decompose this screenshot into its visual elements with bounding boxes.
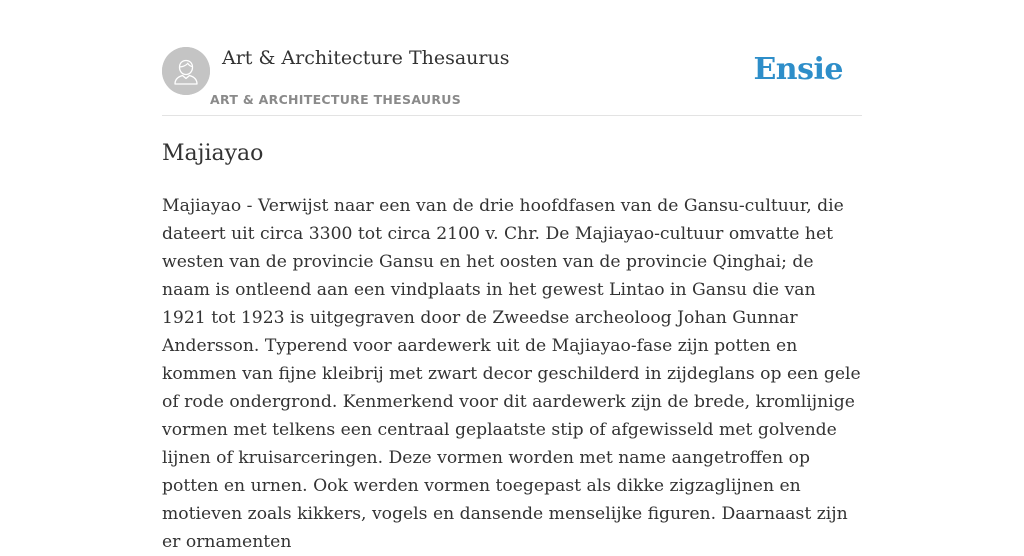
ensie-logo[interactable]: Ensie [753, 52, 843, 87]
content-container [162, 0, 862, 552]
source-header [162, 0, 862, 116]
entry-title: Majiayao [162, 141, 264, 166]
source-subtitle[interactable]: ART & ARCHITECTURE THESAURUS [210, 92, 462, 107]
source-title[interactable]: Art & Architecture Thesaurus [222, 47, 510, 69]
user-icon [162, 47, 210, 95]
entry-body: Majiayao - Verwijst naar een van de drie hoofdfasen van de Gansu-cultuur, die dateert uit circa 3300 tot circa 2100 v. Chr. De Majiayao-cultuur omvatte het westen van de provincie Gansu en het oosten van de provincie Qinghai; de naam is ontleend aan een vindplaats in het gewest Lintao in Gansu die van 1921 tot 1923 is uitgegraven door de Zweedse archeoloog Johan Gunnar Andersson. Typerend voor aardewerk uit de Majiayao-fase zijn potten en kommen van fijne kleibrij met zwart decor geschilderd in zijdeglans op een gele of rode ondergrond. Kenmerkend voor dit aardewerk zijn de brede, kromlijnige vormen met telkens een centraal geplaatste stip of afgewisseld met golvende lijnen of kruisarceringen. Deze vormen worden met name aangetroffen op potten en urnen. Ook werden vormen toegepast als dikke zigzaglijnen en motieven zoals kikkers, vogels en dansende menselijke figuren. Daarnaast zijn er ornamenten [162, 196, 861, 552]
avatar[interactable] [162, 47, 210, 95]
